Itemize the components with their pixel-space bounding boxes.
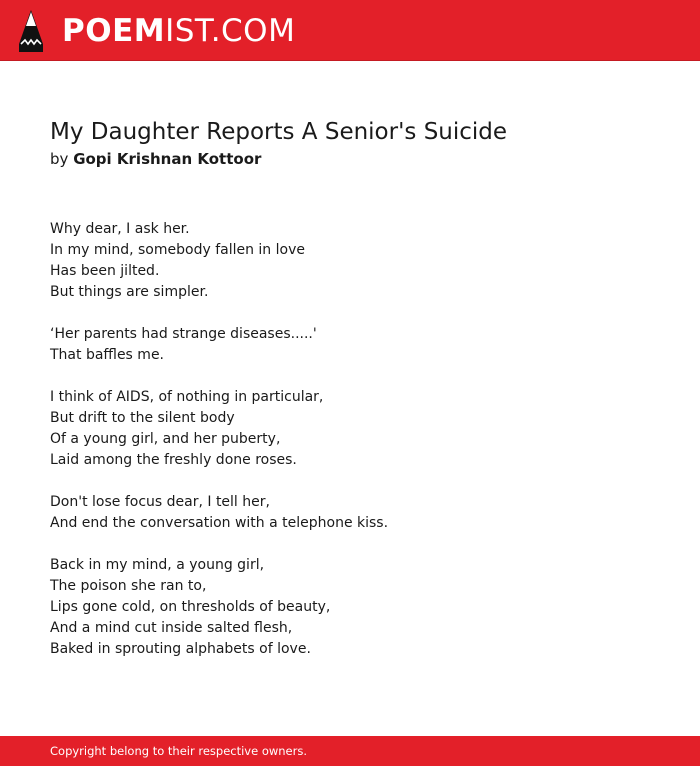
poem-line: Baked in sprouting alphabets of love. <box>50 641 311 657</box>
stanza <box>50 387 670 471</box>
poem-line: Lips gone cold, on thresholds of beauty, <box>50 599 331 615</box>
poem-line: And end the conversation with a telephone kiss. <box>50 515 389 531</box>
poem-line: And a mind cut inside salted flesh, <box>50 620 293 636</box>
poem-line: Has been jilted. <box>50 263 160 279</box>
poem-line: ‘Her parents had strange diseases.....' <box>50 326 317 342</box>
poem-line: The poison she ran to, <box>50 578 207 594</box>
poem-line: Why dear, I ask her. <box>50 221 190 237</box>
stanza <box>50 219 670 303</box>
poem-body <box>50 219 670 681</box>
poem-line: But things are simpler. <box>50 284 209 300</box>
poem-line: I think of AIDS, of nothing in particular, <box>50 389 324 405</box>
stanza <box>50 492 670 534</box>
byline <box>50 148 261 170</box>
logo-light-text: IST.COM <box>165 13 296 49</box>
poem-line: Of a young girl, and her puberty, <box>50 431 281 447</box>
poem-line: Don't lose focus dear, I tell her, <box>50 494 270 510</box>
poem-line: That baffles me. <box>50 347 165 363</box>
pencil-tip-icon[interactable] <box>18 10 44 52</box>
logo-bold-text: POEM <box>62 13 166 49</box>
author-name: Gopi Krishnan Kottoor <box>73 150 262 168</box>
stanza <box>50 324 670 366</box>
poem-line: Back in my mind, a young girl, <box>50 557 265 573</box>
poem-line: But drift to the silent body <box>50 410 235 426</box>
site-header <box>0 0 700 61</box>
copyright-notice: Copyright belong to their respective owners. <box>50 744 308 758</box>
by-label: by <box>50 150 69 168</box>
site-footer <box>0 736 700 766</box>
site-logo[interactable] <box>62 12 295 50</box>
poem-line: Laid among the freshly done roses. <box>50 452 297 468</box>
poem-title: My Daughter Reports A Senior's Suicide <box>50 119 508 145</box>
poem-line: In my mind, somebody fallen in love <box>50 242 305 258</box>
stanza <box>50 555 670 660</box>
